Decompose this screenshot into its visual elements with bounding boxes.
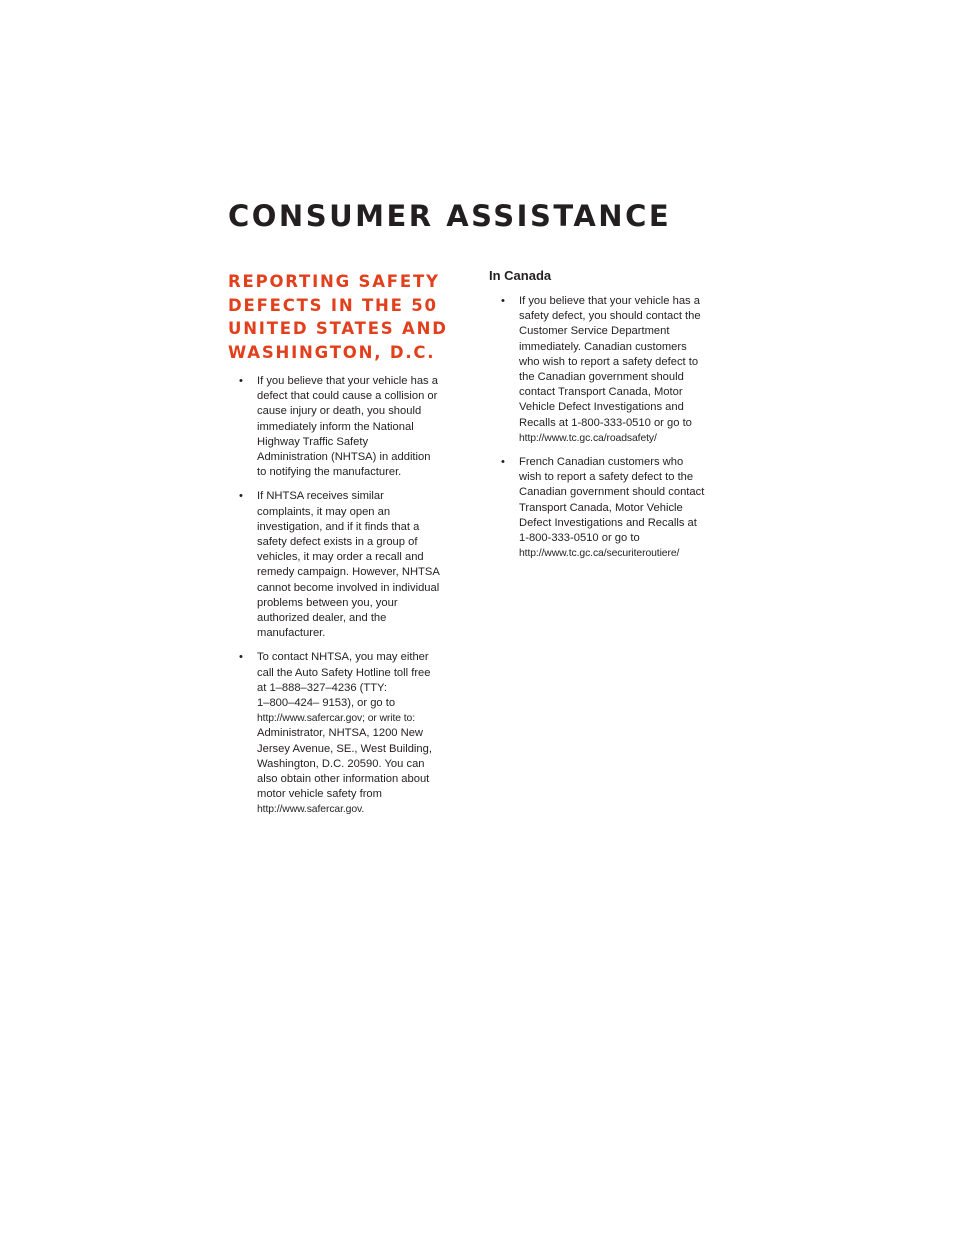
text-line: problems between you, your [257, 596, 398, 609]
bullet-icon: • [239, 490, 243, 503]
text-line: the Canadian government should [519, 371, 684, 384]
us-heading-line: DEFECTS IN THE 50 [228, 295, 438, 315]
text-line: Customer Service Department [519, 325, 670, 338]
us-bullet-2 [239, 489, 468, 641]
text-line: 1-800-333-0510 or go to [519, 532, 640, 545]
text-line: vehicles, it may order a recall and [257, 551, 424, 564]
canada-bullet-1 [501, 294, 719, 446]
canada-bullet-2 [501, 455, 719, 561]
bullet-icon: • [501, 456, 505, 469]
text-line: call the Auto Safety Hotline toll free [257, 666, 431, 679]
text-line: immediately. Canadian customers [519, 340, 687, 353]
us-bullet-1 [239, 374, 468, 480]
text-line: safety defect, you should contact the [519, 310, 701, 323]
text-line: If NHTSA receives similar [257, 490, 384, 503]
us-section [228, 270, 468, 827]
page-title: CONSUMER ASSISTANCE [228, 199, 672, 233]
text-line: wish to report a safety defect to the [519, 471, 694, 484]
safercar-link[interactable]: http://www.safercar.gov; or write to: [257, 713, 415, 725]
us-heading-line: UNITED STATES AND [228, 319, 448, 338]
text-line: Defect Investigations and Recalls at [519, 516, 697, 529]
text-line: manufacturer. [257, 627, 326, 640]
text-line: Washington, D.C. 20590. You can [257, 757, 425, 770]
text-line: Administrator, NHTSA, 1200 New [257, 727, 424, 740]
text-line: Vehicle Defect Investigations and [519, 401, 684, 414]
bullet-icon: • [239, 375, 243, 387]
text-line: authorized dealer, and the [257, 612, 387, 625]
text-line: safety defect exists in a group of [257, 536, 418, 549]
text-line: remedy campaign. However, NHTSA [257, 566, 440, 579]
text-line: defect that could cause a collision or [257, 390, 438, 403]
us-section-heading [228, 270, 468, 364]
us-heading-line: REPORTING SAFETY [228, 272, 440, 291]
text-line: cause injury or death, you should [257, 405, 422, 418]
text-line: Canadian government should contact [519, 486, 705, 499]
text-line: to notifying the manufacturer. [257, 466, 402, 479]
text-line: If you believe that your vehicle has a [257, 375, 438, 387]
text-line: cannot become involved in individual [257, 581, 440, 594]
text-line: motor vehicle safety from [257, 788, 382, 801]
text-line: French Canadian customers who [519, 456, 684, 469]
text-line: 1–800–424– 9153), or go to [257, 697, 396, 710]
text-line: To contact NHTSA, you may either [257, 651, 429, 664]
text-line: complaints, it may open an [257, 505, 391, 518]
canada-section [489, 270, 719, 570]
text-line: Highway Traffic Safety [257, 435, 369, 448]
text-line: Jersey Avenue, SE., West Building, [257, 742, 432, 755]
roadsafety-link[interactable]: http://www.tc.gc.ca/roadsafety/ [519, 432, 657, 444]
canada-bullet-list [489, 294, 719, 561]
text-line: also obtain other information about [257, 773, 430, 786]
bullet-icon: • [501, 295, 505, 307]
securiteroutiere-link[interactable]: http://www.tc.gc.ca/securiteroutiere/ [519, 548, 680, 560]
text-line: at 1–888–327–4236 (TTY: [257, 681, 387, 694]
text-line: Transport Canada, Motor Vehicle [519, 501, 683, 514]
text-line: who wish to report a safety defect to [519, 355, 699, 368]
us-bullet-list [228, 374, 468, 818]
bullet-icon: • [239, 651, 243, 664]
text-line: Administration (NHTSA) in addition [257, 451, 431, 464]
text-line: Recalls at 1-800-333-0510 or go to [519, 416, 692, 429]
text-line: contact Transport Canada, Motor [519, 386, 683, 399]
text-line: investigation, and if it finds that a [257, 520, 420, 533]
text-line: If you believe that your vehicle has a [519, 295, 700, 307]
safercar-link[interactable]: http://www.safercar.gov. [257, 804, 365, 816]
text-line: immediately inform the National [257, 420, 414, 433]
us-heading-line: WASHINGTON, D.C. [228, 342, 436, 362]
us-bullet-3 [239, 650, 468, 817]
canada-heading: In Canada [489, 268, 552, 283]
